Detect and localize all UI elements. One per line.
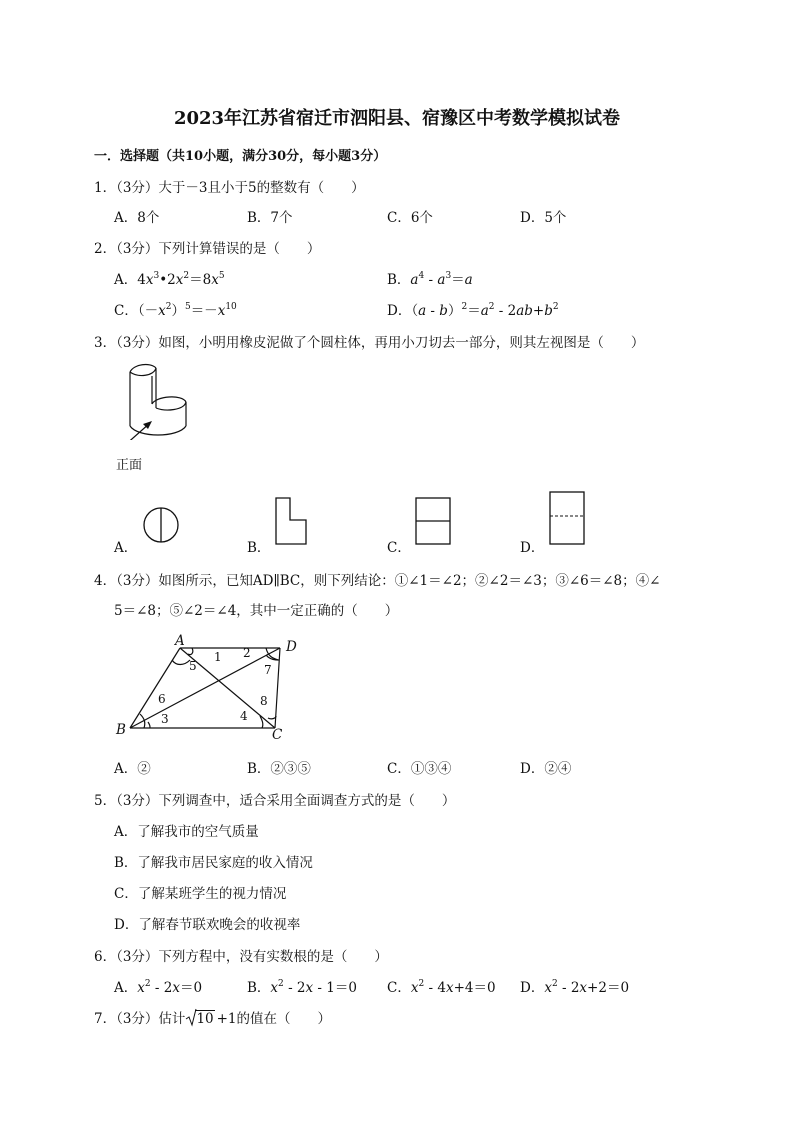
q3-option-c-rect-solid-line-view [410, 496, 456, 548]
q1-option-a: A．8个 [114, 210, 160, 226]
cut-cylinder-figure [110, 360, 200, 440]
q5-option-a: A．了解我市的空气质量 [114, 824, 259, 840]
q4-option-a: A．② [114, 761, 151, 777]
q4-option-c: C．①③④ [387, 761, 452, 777]
vertex-label-a: A [175, 633, 185, 649]
vertex-label-b: B [116, 722, 126, 738]
question-4-stem-line2: 5＝∠8；⑤∠2＝∠4，其中一定正确的（ ） [114, 603, 399, 619]
radical-sign-icon [185, 1008, 197, 1028]
angle-label-6: 6 [158, 692, 166, 706]
angle-label-5: 5 [189, 659, 197, 673]
angle-label-2: 2 [243, 646, 251, 660]
question-4-stem-line1: 4．（3分）如图所示，已知AD∥BC，则下列结论：①∠1＝∠2；②∠2＝∠3；③∠6＝∠8；④∠ [94, 573, 661, 589]
q1-option-b: B．7个 [247, 210, 293, 226]
q3-option-d: D． [520, 540, 545, 556]
q5-option-d: D．了解春节联欢晚会的收视率 [114, 917, 301, 933]
angle-label-4: 4 [240, 709, 248, 723]
question-3-stem: 3．（3分）如图，小明用橡皮泥做了个圆柱体，再用小刀切去一部分，则其左视图是（ ） [94, 335, 645, 351]
q3-option-c: C． [387, 540, 411, 556]
q2-option-b: B．$a^4 - a^3=a$ [387, 271, 473, 288]
angle-label-3: 3 [161, 712, 169, 726]
q6-option-c: C．$x^2 - 4x+4=0$ [387, 979, 496, 996]
question-7-stem: 7．（3分）估计 10 +1的值在（ ） [94, 1007, 331, 1027]
question-5-stem: 5．（3分）下列调查中，适合采用全面调查方式的是（ ） [94, 793, 456, 809]
q2-option-a: A．$4x^3•2x^2=8x^5$ [114, 271, 225, 288]
q4-option-d: D．②④ [520, 761, 572, 777]
q3-option-d-rect-dashed-line-view [544, 490, 590, 548]
angle-label-8: 8 [260, 694, 268, 708]
angle-label-1: 1 [214, 650, 222, 664]
q5-option-b: B．了解我市居民家庭的收入情况 [114, 855, 313, 871]
q2-option-c: C．$(-x^2)^5=-x^{10}$ [114, 302, 237, 319]
section-heading: 一．选择题（共10小题，满分30分，每小题3分） [94, 149, 387, 164]
page-title: 2023年江苏省宿迁市泗阳县、宿豫区中考数学模拟试卷 [173, 108, 621, 129]
q6-option-b: B．$x^2 - 2x - 1=0$ [247, 979, 357, 996]
angle-label-7: 7 [264, 663, 272, 677]
q6-option-a: A．$x^2 - 2x=0$ [114, 979, 203, 996]
question-1-stem: 1．（3分）大于－3且小于5的整数有（ ） [94, 180, 365, 196]
q6-option-d: D．$x^2 - 2x+2=0$ [520, 979, 630, 996]
question-6-stem: 6．（3分）下列方程中，没有实数根的是（ ） [94, 949, 388, 965]
front-view-label: 正面 [116, 458, 143, 473]
q3-option-b: B． [247, 540, 271, 556]
sqrt-expression: 10 [185, 1011, 214, 1027]
q3-option-b-l-shape-view [270, 496, 316, 548]
q5-option-c: C．了解某班学生的视力情况 [114, 886, 287, 902]
q1-option-d: D．5个 [520, 210, 567, 226]
q3-option-a-circle-view [138, 505, 184, 547]
q2-option-d: D．$(a - b)^2=a^2 - 2ab+b^2$ [387, 302, 559, 319]
q3-option-a: A． [114, 540, 138, 556]
q4-option-b: B．②③⑤ [247, 761, 311, 777]
vertex-label-d: D [286, 639, 297, 655]
q1-option-c: C．6个 [387, 210, 433, 226]
vertex-label-c: C [272, 727, 283, 743]
question-2-stem: 2．（3分）下列计算错误的是（ ） [94, 241, 321, 257]
